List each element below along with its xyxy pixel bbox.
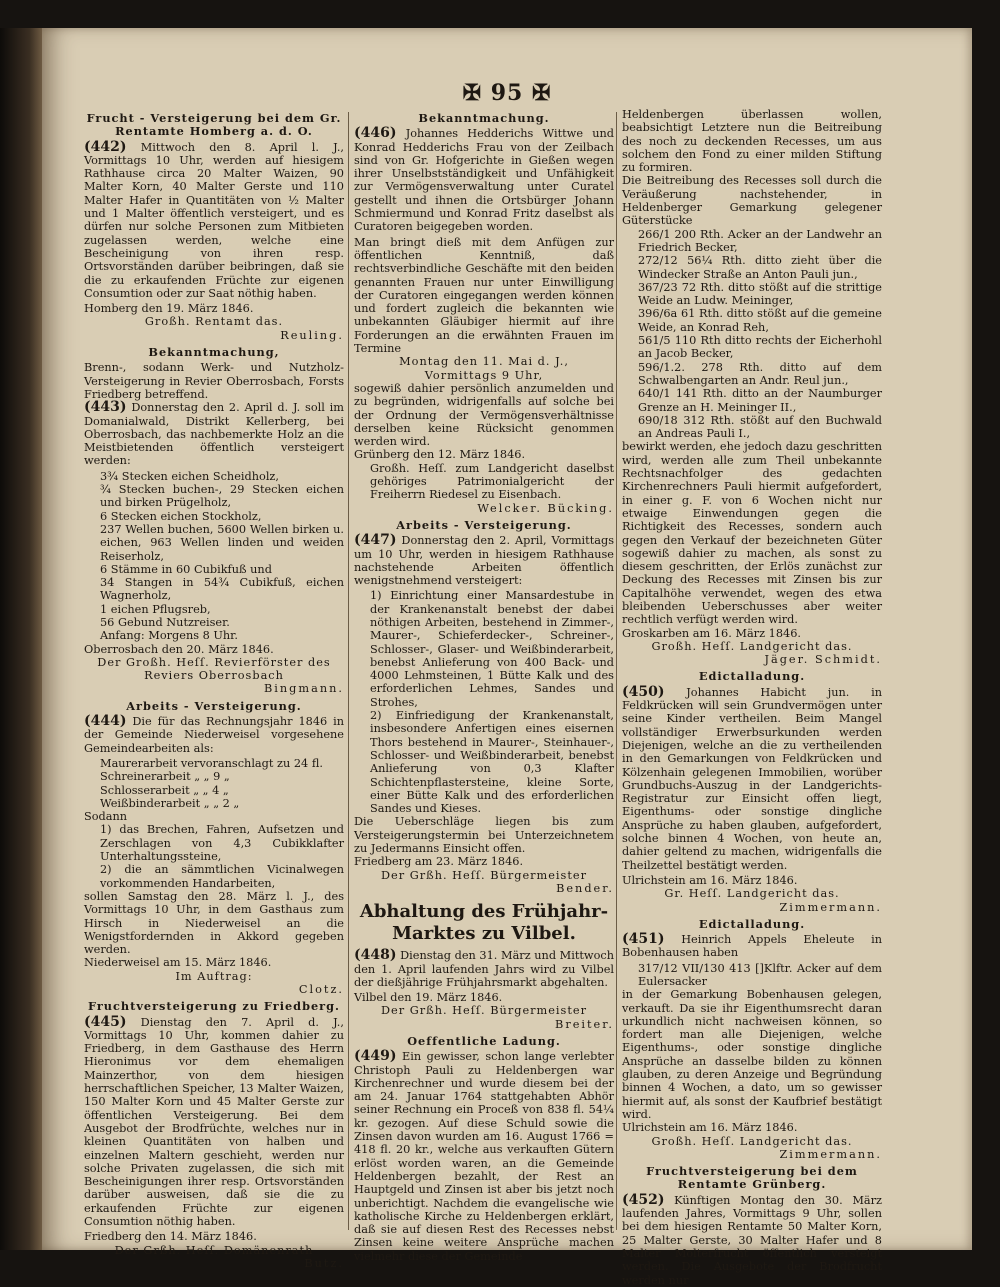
notice-place-date: Groskarben am 16. März 1846. [622,626,801,640]
notice-signature: Bingmann. [263,682,344,696]
notice-text: sollen Samstag den 28. März l. J., des Vormittags 10 Uhr, in dem Gasthaus zum Hirsch in Niederweisel an die Wenigstfordernden in Akkord gegeben werden. [84,889,344,957]
newspaper-page [42,28,972,1287]
notice-heading: Arbeits - Versteigerung. [126,698,302,713]
notice-place-date: Oberrosbach den 20. März 1846. [84,642,274,656]
notice-authority: Der Grßh. Heſſ. Bürgermeister [381,1004,587,1018]
notice-signature: Zimmermann. [779,900,882,914]
column-1 [84,108,345,1270]
list-item: ¾ Stecken buchen-, 29 Stecken eichen und birken Prügelholz, [100,483,344,510]
notice-444: (444) Die für das Rechnungsjahr 1846 in der Gemeinde Niederweisel vorgesehene Gemeindearbeiten als: [84,713,344,755]
notice-heading: Edictalladung. [698,669,806,684]
notice-signature: Clotz. [298,983,344,996]
notice-authority: Großh. Heſſ. Landgericht das. [651,1134,853,1148]
list-item: 6 Stämme in 60 Cubikfuß und [100,562,272,576]
notice-heading: Bekanntmachung, [148,345,280,360]
notice-text: bewirkt werden, ehe jedoch dazu geschritten wird, werden alle zum Theil unbekannte Rechtsnachfolger des gedachten Kirchenrechners Pauli hiermit aufgefordert, in einer g. F. von 6 Wochen nicht nur etwaige Einwendungen gegen die Richtigkeit des Recesses, sondern auch gegen den Verkauf der bezeichneten Güter sogewiß dahier zu machen, als sonst zu diesem geschritten, der Erlös zunächst zur Deckung des Recesses mit Zinsen bis zur Capitalhöhe verwendet, wegen des etwa bleibenden Ueberschusses aber weiter rechtlich verfügt werden wird. [622,440,882,627]
notice-447: (447) Donnerstag den 2. April, Vormittags um 10 Uhr, werden in hiesigem Rathhause nachstehende Arbeiten öffentlich wenigstnehmend versteigert: [354,532,615,588]
notice-place-date: Friedberg am 23. März 1846. [354,855,524,869]
list-item: 1 eichen Pflugsreb, [100,602,211,616]
column-2 [354,108,615,1263]
notice-authority: Großh. Heſſ. zum Landgericht daselbst gehöriges Patrimonialgericht der Freiherrn Riedesel zu Eisenbach. [370,461,614,502]
notice-text: Die Ueberschläge liegen bis zum Versteigerungstermin bei Unterzeichnetem zu Jedermanns Einsicht offen. [354,815,614,856]
list-item: 6 Stecken eichen Stockholz, [100,509,262,523]
market-headline: Abhaltung des Frühjahr-Marktes zu Vilbel. [359,901,609,945]
list-item: 367/23 72 Rth. ditto stößt auf die strittige Weide an Ludw. Meininger, [638,280,882,308]
list-item: 317/12 VII/130 413 []Klftr. Acker auf dem Eulersacker [638,961,882,988]
notice-place-date: Friedberg den 14. März 1846. [84,1230,257,1244]
column-3 [622,108,882,1287]
list-item: Schlosserarbeit „ „ 4 „ [100,783,229,797]
notice-authority: Gr. Heſſ. Landgericht das. [664,887,840,901]
list-item: 266/1 200 Rth. Acker an der Landwehr an Friedrich Becker, [638,227,882,254]
list-item: 2) die an sämmtlichen Vicinalwegen vorkommenden Handarbeiten, [100,863,344,890]
list-item: 2) Einfriedigung der Krankenanstalt, insbesondere Anfertigen eines eisernen Thors bestehend in Maurer-, Steinhauer-, Schlosser- und Weißbinderarbeit, benebst Anlieferung von 0,3 Klafter Schichtenpflastersteine, kleine Sorte, einer Bütte Kalk und des erforderlichen Sandes und Kieses. [370,709,614,816]
notice-446: (446) Johannes Hedderichs Wittwe und Konrad Hedderichs Frau von der Zeilbach sind von Gr. Hofgerichte in Gießen wegen ihrer Unselbstständigkeit und Unfähigkeit zur Vermögensverwaltung unter Curatel gestellt und ihnen die Ortsbürger Johann Schmiermund und Konrad Fritz daselbst als Curatoren beigegeben worden. [354,125,614,234]
notice-place-date: Ulrichstein am 16. März 1846. [622,1121,798,1135]
notice-heading: Arbeits - Versteigerung. [396,517,572,532]
notice-authority: Der Großh. Heſſ. Revierförster des Reviers Oberrosbach [97,655,331,683]
notice-449: (449) Ein gewisser, schon lange verlebter Christoph Pauli zu Heldenbergen war Kirchenrechner und wurde diesem bei der am 24. Januar 1764 stattgehabten Abhör seiner Rechnung ein Proceß von 838 fl. 54¼ kr. gezogen. Auf diese Schuld sowie die Zinsen davon wurden am 16. August 1766 = 418 fl. 20 kr., welche aus verkauften Gütern erlöst worden waren, an die Gemeinde Heldenbergen bezahlt, der Rest an Hauptgeld und Zinsen ist aber bis jetzt noch unberichtigt. Nachdem die evangelische wie katholische Kirche zu Heldenbergen erklärt, daß sie auf diesen Rest des Recesses nebst Zinsen keine weitere Ansprüche machen vielmehr diese der Gemeinde [354,1048,615,1263]
notice-subheading: Brenn-, sodann Werk- und Nutzholz-Versteigerung in Revier Oberrosbach, Forsts Friedberg betreffend. [84,361,344,401]
notice-443: (443) Donnerstag den 2. April d. J. soll im Domanialwald, Distrikt Kellerberg, bei Oberrosbach, das nachbemerkte Holz an die Meistbietenden öffentlich versteigert werden: [84,399,345,468]
list-item: 690/18 312 Rth. stößt auf den Buchwald an Andreas Pauli I., [638,413,882,441]
notice-signature: Butz. [304,1256,344,1270]
notice-place-date: Ulrichstein am 16. März 1846. [622,873,798,887]
list-item: Maurerarbeit vervoranschlagt zu 24 fl. [100,756,323,770]
notice-450: (450) Johannes Habicht jun. in Feldkrücken will sein Grundvermögen unter seine Kinder vertheilen. Beim Mangel vollständiger Erwerbsurkunden werden Diejenigen, welche an die zu vertheilenden in den Gemarkungen von Feldkrücken und Kölzenhain gelegenen Immobilien, worüber Grundbuchs-Auszug in der Landgerichts-Registratur zur Einsicht offen liegt, Eigenthums- oder sonstige dingliche Ansprüche zu haben glauben, aufgefordert, solche binnen 4 Wochen, von heute an, dahier geltend zu machen, widrigenfalls die Theilzettel bestätigt werden. [622,683,882,872]
notice-442: (442) Mittwoch den 8. April l. J., Vormittags 10 Uhr, werden auf hiesigem Rathhause circa 20 Malter Waizen, 90 Malter Korn, 40 Malter Gerste und 110 Malter Hafer in Quantitäten von ½ Malter und 1 Malter öffentlich versteigert, und es dürfen nur solche Personen zum Mitbieten zugelassen werden, welche eine Bescheinigung von ihren resp. Ortsvorständen darüber beibringen, daß sie die zu erkaufenden Früchte zur eigenen Consumtion oder zur Saat nöthig haben. [84,138,345,300]
notice-signature: Zimmermann. [779,1147,882,1161]
list-item: 1) das Brechen, Fahren, Aufsetzen und Zerschlagen von 4,3 Cubikklafter Unterhaltungssteine, [100,823,344,864]
notice-authority: Der Grßh. Heſſ. Bürgermeister [381,868,587,882]
list-item: 396/6a 61 Rth. ditto stößt auf die gemeine Weide, an Konrad Reh, [638,307,882,334]
notice-place-date: Niederweisel am 15. März 1846. [84,956,272,970]
notice-text: in der Gemarkung Bobenhausen gelegen, verkauft. Da sie ihr Eigenthumsrecht daran urkundlich nicht nachweisen können, so fordert man alle Diejenigen, welche Eigenthums-, oder sonstige dingliche Ansprüche an dasselbe bilden zu können glauben, zu deren Anzeige und Begründung binnen 4 Wochen, a dato, um so gewisser hiermit auf, als sonst der Kaufbrief bestätigt wird. [622,988,882,1121]
list-item: Schreinerarbeit „ „ 9 „ [100,770,230,784]
notice-451: (451) Heinrich Appels Eheleute in Bobenhausen haben [622,931,882,960]
list-item: 56 Gebund Nutzreiser. [100,615,230,629]
list-item: Weißbinderarbeit „ „ 2 „ [100,796,240,810]
notice-signature: Breiter. [555,1017,614,1031]
notice-signature: Jäger. Schmidt. [764,653,882,667]
notice-signature: Reuling. [280,328,344,342]
notice-heading: Fruchtversteigerung bei dem Rentamte Grünberg. [646,1164,858,1192]
notice-text: Sodann [84,810,128,824]
list-item: 272/12 56¼ Rth. ditto zieht über die Windecker Straße an Anton Pauli jun., [638,254,882,281]
list-item: 640/1 141 Rth. ditto an der Naumburger Grenze an H. Meininger II., [638,387,882,414]
notice-heading: Frucht - Versteigerung bei dem Gr. Rentamte Homberg a. d. O. [86,111,342,139]
notice-authority: Großh. Heſſ. Landgericht das. [651,639,853,653]
page-number: ✠ 95 ✠ [462,80,552,106]
notice-text: Man bringt dieß mit dem Anfügen zur öffentlichen Kenntniß, daß rechtsverbindliche Geschäfte mit den beiden genannten Frauen nur unter Einwilligung der Curatoren eingegangen werden können und fordert zugleich die bekannten wie unbekannten Gläubiger hiermit auf ihre Forderungen an die erwähnten Frauen im Termine [354,235,614,356]
book-spine-edge [0,28,42,1250]
notice-date: Montag den 11. Mai d. J., [399,355,569,369]
notice-heading: Edictalladung. [698,916,806,931]
notice-place-date: Grünberg den 12. März 1846. [354,448,526,462]
notice-signature: Bender. [556,881,614,895]
column-rule [348,112,349,1230]
notice-start-time: Anfang: Morgens 8 Uhr. [100,629,238,643]
notice-445: (445) Dienstag den 7. April d. J., Vormittags 10 Uhr, kommen dahier zu Friedberg, in dem Gasthause des Herrn Hieronimus vor dem ehemaligen Mainzerthor, von dem hiesigen herrschaftlichen Speicher, 13 Malter Waizen, 150 Malter Korn und 45 Malter Gerste zur öffentlichen Versteigerung. Bei dem Ausgebot der Brodfrüchte, welches nur in kleinen Quantitäten von halben und einzelnen Maltern geschieht, werden nur solche Privaten zugelassen, die sich mit Bescheinigungen ihrer resp. Ortsvorständen darüber ausweisen, daß sie die zu erkaufenden Früchte zur eigenen Consumtion nöthig haben. [84,1013,344,1229]
list-item: 34 Stangen in 54¾ Cubikfuß, eichen Wagnerholz, [100,576,344,603]
list-item: 596/1.2. 278 Rth. ditto auf dem Schwalbengarten an Andr. Reul jun., [638,360,882,387]
notice-authority: Der Grßh. Heſſ. Domänenrath [114,1243,314,1257]
notice-heading: Oeffentliche Ladung. [407,1034,561,1048]
column-rule [616,112,617,1230]
list-item: 3¾ Stecken eichen Scheidholz, [100,469,279,483]
notice-authority: Im Auftrag: [175,969,253,983]
notice-continuation: Heldenbergen überlassen wollen, beabsichtigt Letztere nun die Beitreibung des noch zu deckenden Recesses, um aus solchem den Fond zu einer milden Stiftung zu formiren. [622,108,882,175]
list-item: 237 Wellen buchen, 5600 Wellen birken u. eichen, 963 Wellen linden und weiden Reiserholz, [100,522,344,563]
notice-heading: Bekanntmachung. [418,111,550,125]
notice-time: Vormittags 9 Uhr, [424,368,544,382]
notice-452: (452) Künftigen Montag den 30. März laufenden Jahres, Vormittags 9 Uhr, sollen bei dem hiesigen Rentamte 50 Malter Korn, 25 Malter Gerste, 30 Malter Hafer und 8 Malter Molterfrucht öffentlich versteigt werden. Die Ausgebote der Brodfrucht werden nur [622,1191,882,1287]
notice-heading: Fruchtversteigerung zu Friedberg. [88,999,340,1014]
notice-text: Die Beitreibung des Recesses soll durch die Veräußerung nachstehender, in Heldenberger Gemarkung gelegener Güterstücke [622,174,882,228]
notice-place-date: Homberg den 19. März 1846. [84,302,254,316]
notice-authority: Großh. Rentamt das. [144,315,284,329]
list-item: 561/5 110 Rth ditto rechts der Eicherhohl an Jacob Becker, [638,334,882,361]
notice-signature: Welcker. Bücking. [477,501,614,515]
list-item: 1) Einrichtung einer Mansardestube in der Krankenanstalt benebst der dabei nöthigen Arbeiten, bestehend in Zimmer-, Maurer-, Schieferdecker-, Schreiner-, Schlosser-, Glaser- und Weißbinderarbeit, benebst Anlieferung von 400 Back- und 4000 Lehmsteinen, 1 Bütte Kalk und des erforderlichen Lehmes, Sandes und Strohes, [370,589,614,709]
notice-448: (448) Dienstag den 31. März und Mittwoch den 1. April laufenden Jahrs wird zu Vilbel der dießjährige Frühjahrsmarkt abgehalten. [354,947,614,989]
notice-place-date: Vilbel den 19. März 1846. [354,991,503,1005]
notice-text: sogewiß dahier persönlich anzumelden und zu begründen, widrigenfalls auf solche bei der Ordnung der Vermögensverhältnisse derselben keine Rücksicht genommen werden wird. [354,381,614,449]
